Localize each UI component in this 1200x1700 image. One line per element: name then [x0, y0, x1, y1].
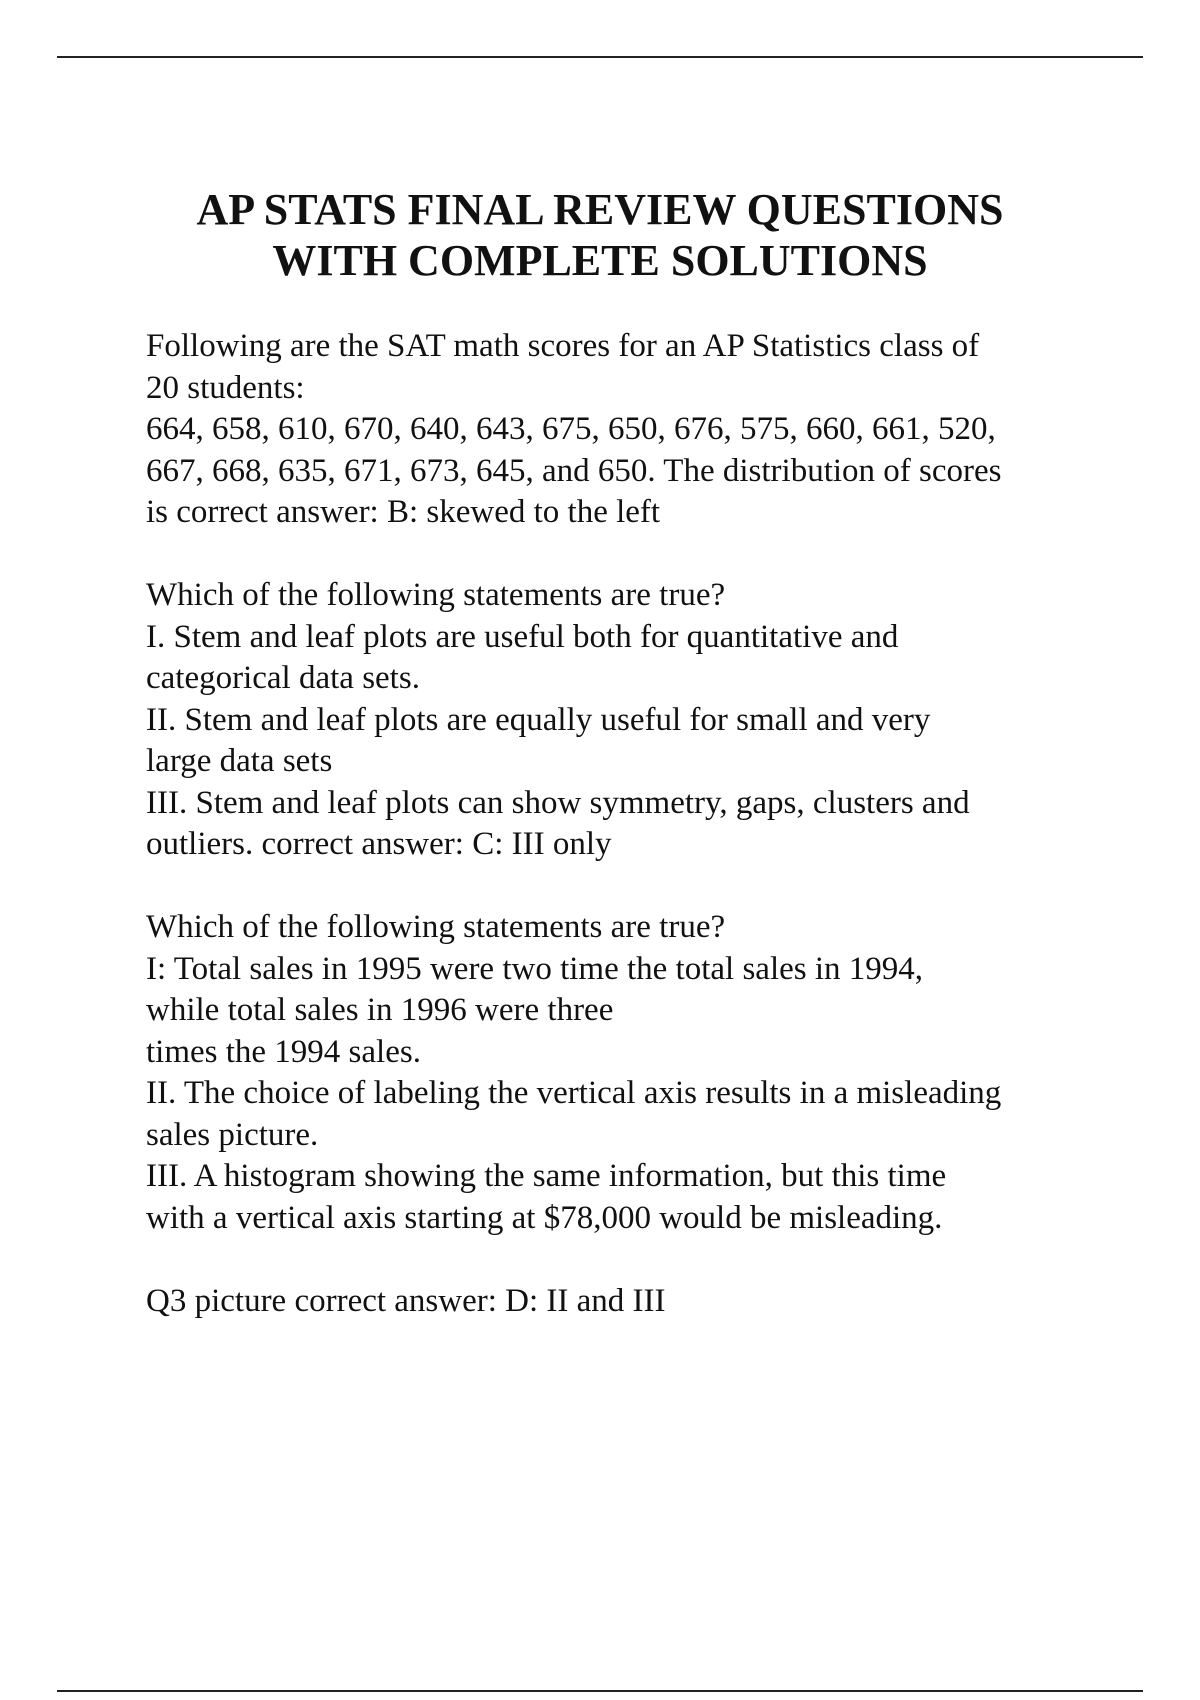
question-2-line: Which of the following statements are true?: [146, 577, 726, 613]
question-1-line: 20 students:: [146, 369, 305, 406]
question-3-line: I: Total sales in 1995 were two time the total sales in 1994,: [146, 950, 924, 987]
document-title: [100, 184, 1100, 286]
question-2-answer: outliers. correct answer: C: III only: [146, 826, 612, 862]
title-line-2: WITH COMPLETE SOLUTIONS: [272, 236, 928, 285]
question-1-line: 664, 658, 610, 670, 640, 643, 675, 650, 676, 575, 660, 661, 520,: [146, 411, 996, 447]
question-2-line: II. Stem and leaf plots are equally useful for small and very: [146, 701, 931, 738]
question-1-line: 667, 668, 635, 671, 673, 645, and 650. The distribution of scores: [146, 452, 1002, 489]
question-3: [146, 907, 1106, 1239]
question-1-line: Following are the SAT math scores for an AP Statistics class of: [146, 328, 980, 364]
question-3-answer: Q3 picture correct answer: D: II and III: [146, 1282, 666, 1319]
question-3-line: Which of the following statements are true?: [146, 909, 726, 945]
question-3-line: with a vertical axis starting at $78,000 would be misleading.: [146, 1199, 943, 1236]
question-1: [146, 326, 1106, 534]
question-3-line: times the 1994 sales.: [146, 1033, 421, 1070]
question-2-line: III. Stem and leaf plots can show symmetry, gaps, clusters and: [146, 784, 970, 821]
question-2: [146, 575, 1106, 866]
question-2-line: I. Stem and leaf plots are useful both for quantitative and: [146, 618, 899, 655]
document-body: [146, 326, 1106, 1364]
question-3-line: sales picture.: [146, 1116, 319, 1153]
question-3-line: III. A histogram showing the same information, but this time: [146, 1158, 947, 1194]
bottom-rule: [57, 1690, 1143, 1692]
top-rule: [57, 56, 1143, 58]
question-2-line: categorical data sets.: [146, 660, 420, 696]
title-line-1: AP STATS FINAL REVIEW QUESTIONS: [196, 185, 1004, 234]
question-1-answer: is correct answer: B: skewed to the left: [146, 494, 661, 530]
question-3-line: II. The choice of labeling the vertical axis results in a misleading: [146, 1075, 1002, 1111]
question-3-line: while total sales in 1996 were three: [146, 992, 614, 1028]
question-2-line: large data sets: [146, 743, 333, 779]
question-3-answer-block: [146, 1281, 1106, 1323]
